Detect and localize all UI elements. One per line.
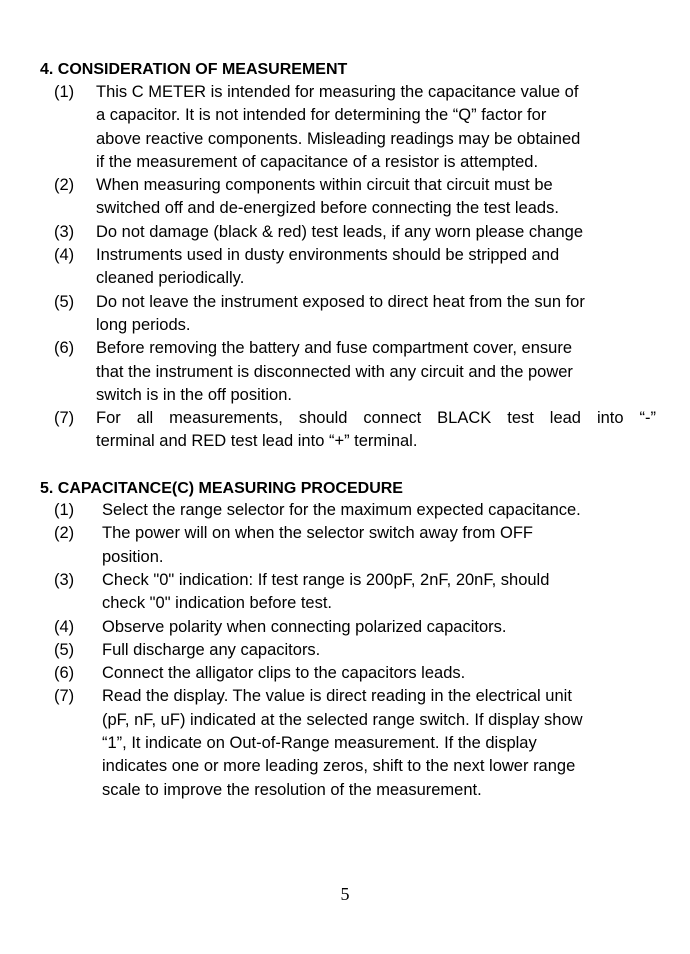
section-5-heading: 5. CAPACITANCE(C) MEASURING PROCEDURE — [40, 480, 403, 497]
item-text-line: When measuring components within circuit that circuit must be — [96, 176, 553, 195]
item-text-line: long periods. — [96, 315, 191, 334]
item-number: (2) — [54, 176, 75, 195]
item-text-line: a capacitor. It is not intended for determining the “Q” factor for — [96, 106, 547, 125]
item-text — [96, 407, 656, 454]
item-number: (7) — [54, 687, 75, 706]
item-number: (2) — [54, 524, 75, 543]
item-text-line: Select the range selector for the maximum expected capacitance. — [102, 501, 581, 519]
item-text-line: switched off and de-energized before connecting the test leads. — [96, 199, 559, 218]
item-text — [96, 174, 656, 221]
item-text-line: Do not leave the instrument exposed to direct heat from the sun for — [96, 292, 585, 311]
item-text-line: For all measurements, should connect BLACK test lead into “-” — [96, 409, 656, 428]
item-text-line: that the instrument is disconnected with any circuit and the power — [96, 362, 573, 381]
item-text — [102, 639, 647, 662]
item-text-line: (pF, nF, uF) indicated at the selected range switch. If display show — [102, 710, 583, 729]
item-text-line: Check "0" indication: If test range is 200pF, 2nF, 20nF, should — [102, 570, 550, 589]
item-number: (6) — [54, 339, 75, 358]
page-number: 5 — [340, 884, 350, 904]
item-text-line: scale to improve the resolution of the measurement. — [102, 780, 482, 799]
item-text — [96, 221, 656, 244]
item-text — [96, 81, 656, 174]
item-text — [96, 244, 656, 291]
item-text — [102, 569, 647, 616]
item-number: (6) — [54, 664, 75, 683]
item-number: (3) — [54, 222, 75, 241]
item-text — [96, 291, 656, 338]
item-text-line: Full discharge any capacitors. — [102, 640, 321, 659]
item-text-line: Observe polarity when connecting polarized capacitors. — [102, 617, 507, 636]
item-text — [102, 616, 647, 639]
item-text — [102, 522, 647, 569]
item-number: (1) — [54, 501, 75, 519]
item-number: (1) — [54, 83, 75, 101]
item-text-line: Before removing the battery and fuse compartment cover, ensure — [96, 339, 573, 358]
item-text-line: terminal and RED test lead into “+” terminal. — [96, 432, 418, 451]
item-text-line: The power will on when the selector switch away from OFF — [102, 524, 533, 543]
item-text-line: Connect the alligator clips to the capacitors leads. — [102, 664, 466, 683]
item-text-line: check "0" indication before test. — [102, 594, 333, 613]
item-number: (5) — [54, 292, 75, 311]
item-text-line: Read the display. The value is direct reading in the electrical unit — [102, 687, 572, 706]
item-text-line: indicates one or more leading zeros, shift to the next lower range — [102, 757, 576, 776]
item-text-line: if the measurement of capacitance of a resistor is attempted. — [96, 152, 539, 171]
item-number: (4) — [54, 617, 75, 636]
item-text-line: cleaned periodically. — [96, 269, 245, 288]
item-text — [102, 685, 647, 801]
item-text — [96, 337, 656, 407]
item-text — [102, 499, 647, 522]
item-text — [102, 662, 647, 685]
item-text-line: Do not damage (black & red) test leads, if any worn please change — [96, 222, 584, 241]
item-text-line: position. — [102, 547, 164, 566]
item-text-line: This C METER is intended for measuring the capacitance value of — [96, 83, 579, 101]
item-text-line: “1”, It indicate on Out-of-Range measurement. If the display — [102, 733, 537, 752]
section-4-heading: 4. CONSIDERATION OF MEASUREMENT — [40, 61, 348, 78]
item-text-line: above reactive components. Misleading readings may be obtained — [96, 129, 581, 148]
item-number: (5) — [54, 640, 75, 659]
item-number: (3) — [54, 570, 75, 589]
item-text-line: Instruments used in dusty environments should be stripped and — [96, 246, 560, 265]
item-number: (4) — [54, 246, 75, 265]
item-number: (7) — [54, 409, 75, 428]
item-text-line: switch is in the off position. — [96, 385, 292, 404]
